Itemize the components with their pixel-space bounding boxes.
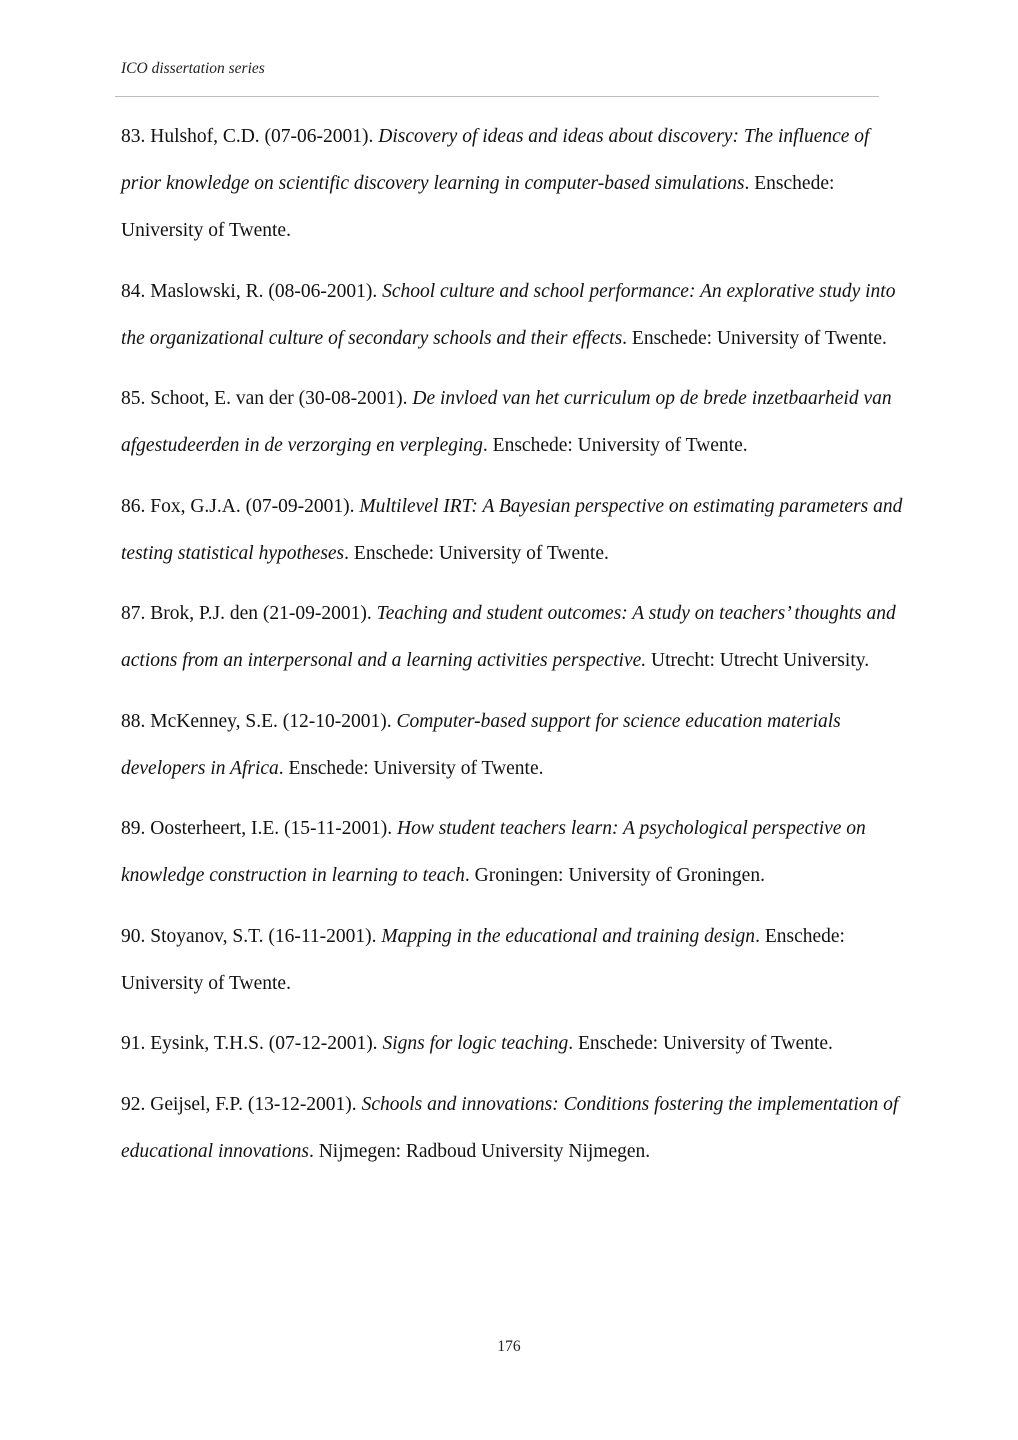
- entry-title: Multilevel IRT: A Bayesian perspective on estimating parameters and testing statistical hypotheses: [121, 495, 903, 564]
- entry-author-date: 84. Maslowski, R. (08-06-2001).: [121, 280, 383, 302]
- dissertation-entry-83: [121, 113, 906, 254]
- entry-title: Computer-based support for science education materials developers in Africa: [121, 710, 841, 779]
- entry-author-date: 85. Schoot, E. van der (30-08-2001).: [121, 388, 413, 409]
- entry-publisher: . Enschede: University of Twente.: [622, 327, 887, 349]
- entry-author-date: 88. McKenney, S.E. (12-10-2001).: [121, 710, 397, 732]
- entry-author-date: 89. Oosterheert, I.E. (15-11-2001).: [121, 818, 397, 839]
- dissertation-entry-92: [121, 1081, 906, 1175]
- entry-author-date: 91. Eysink, T.H.S. (07-12-2001).: [121, 1033, 383, 1054]
- dissertation-entry-87: [121, 590, 906, 684]
- entry-author-date: 92. Geijsel, F.P. (13-12-2001).: [121, 1093, 362, 1115]
- entry-publisher: . Enschede: University of Twente.: [568, 1033, 833, 1054]
- entry-publisher: . Enschede: University of Twente.: [278, 757, 544, 779]
- dissertation-list: [121, 113, 906, 1188]
- dissertation-entry-84: [121, 268, 906, 362]
- entry-title: Discovery of ideas and ideas about discovery: The influence of prior knowledge on scientific discovery learning in computer-based simulations: [121, 126, 870, 194]
- dissertation-entry-89: [121, 805, 906, 899]
- page-number: 176: [497, 1338, 521, 1355]
- entry-title: Mapping in the educational and training design: [381, 925, 756, 947]
- header-rule: [115, 96, 879, 97]
- entry-author-date: 83. Hulshof, C.D. (07-06-2001).: [121, 126, 379, 147]
- entry-author-date: 90. Stoyanov, S.T. (16-11-2001).: [121, 925, 382, 947]
- entry-publisher: . Enschede: University of Twente.: [344, 542, 609, 564]
- dissertation-entry-86: [121, 483, 906, 577]
- running-header: ICO dissertation series: [121, 60, 265, 77]
- entry-author-date: 87. Brok, P.J. den (21-09-2001).: [121, 603, 377, 624]
- dissertation-entry-91: [121, 1020, 906, 1067]
- entry-publisher: . Enschede: University of Twente.: [482, 435, 748, 456]
- entry-title: Signs for logic teaching: [382, 1033, 569, 1054]
- entry-publisher: . Enschede: University of Twente.: [121, 173, 835, 241]
- entry-title: Schools and innovations: Conditions fostering the implementation of educational innovations: [121, 1093, 899, 1162]
- entry-author-date: 86. Fox, G.J.A. (07-09-2001).: [121, 495, 360, 517]
- entry-title: Teaching and student outcomes: A study on teachers’ thoughts and actions from an interpersonal and a learning activities perspective.: [121, 603, 896, 671]
- dissertation-entry-90: [121, 913, 906, 1007]
- entry-title: How student teachers learn: A psychological perspective on knowledge construction in learning to teach: [121, 818, 866, 886]
- entry-publisher: . Nijmegen: Radboud University Nijmegen.: [308, 1140, 651, 1162]
- entry-publisher: . Groningen: University of Groningen.: [464, 865, 765, 886]
- entry-publisher: . Enschede: University of Twente.: [121, 925, 845, 994]
- dissertation-entry-88: [121, 698, 906, 792]
- dissertation-entry-85: [121, 375, 906, 469]
- entry-title: School culture and school performance: An explorative study into the organizational culture of secondary schools and their effects: [121, 280, 896, 349]
- entry-publisher: Utrecht: Utrecht University.: [646, 650, 870, 671]
- entry-title: De invloed van het curriculum op de brede inzetbaarheid van afgestudeerden in de verzorging en verpleging: [121, 388, 892, 456]
